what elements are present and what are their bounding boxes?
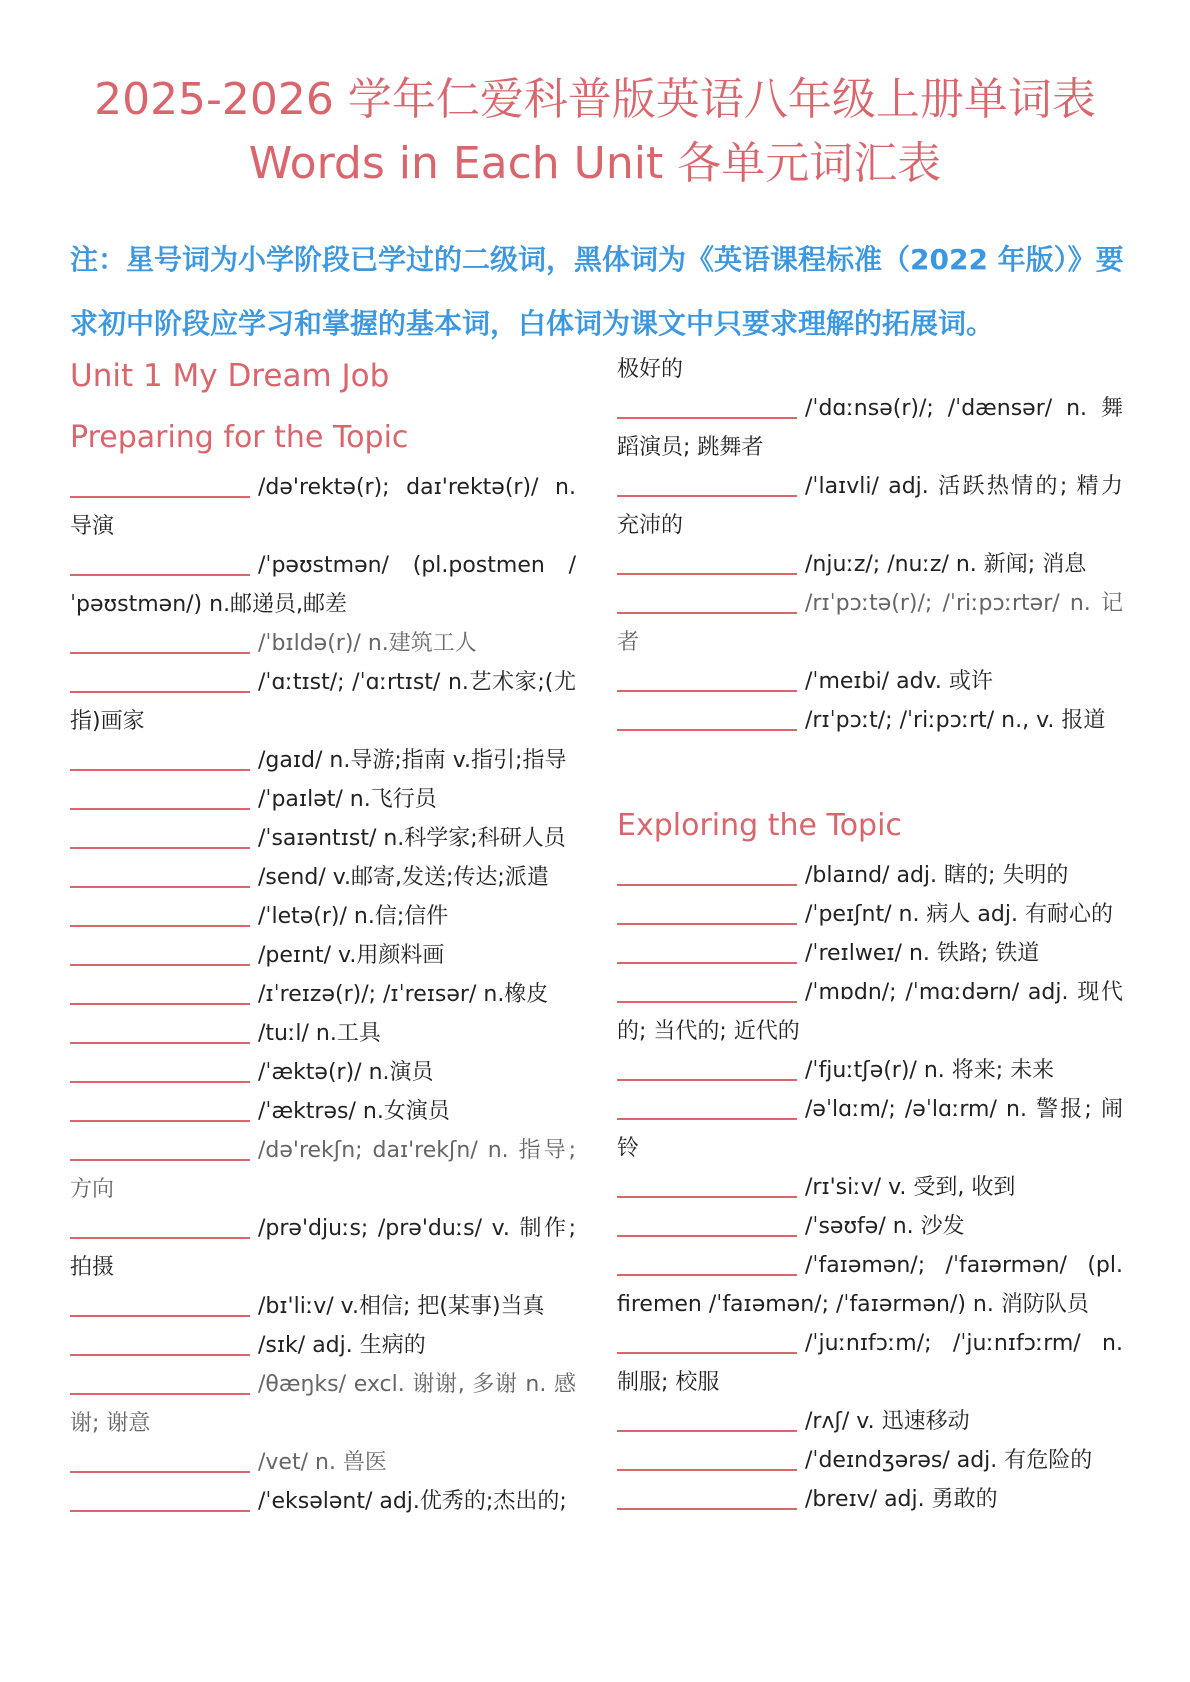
vocab-entry (617, 934, 1123, 973)
vocab-definition: /ɪˈreɪzə(r)/; /ɪˈreɪsər/ n.橡皮 (258, 982, 549, 1007)
vocab-entry (617, 467, 1123, 545)
vocab-definition: /ˈletə(r)/ n.信;信件 (258, 904, 449, 929)
answer-blank[interactable] (617, 664, 797, 692)
vocab-entry (70, 624, 576, 663)
vocab-definition: /də'rekʃn; daɪ'rekʃn/ n. 指导; 方向 (70, 1138, 576, 1202)
vocab-definition: /rɪ'siːv/ v. 受到, 收到 (805, 1175, 1016, 1200)
vocab-entry (70, 897, 576, 936)
answer-blank[interactable] (70, 938, 250, 966)
vocab-entry (617, 973, 1123, 1051)
answer-blank[interactable] (617, 391, 797, 419)
vocab-definition: /ˈjuːnɪfɔːm/; /ˈjuːnɪfɔːrm/ n. 制服; 校服 (617, 1331, 1123, 1395)
answer-blank[interactable] (617, 1326, 797, 1354)
continued-text: 极好的 (617, 357, 684, 382)
vocab-list-preparing (70, 468, 576, 1521)
vocab-entry (70, 1014, 576, 1053)
vocab-entry (70, 1287, 576, 1326)
answer-blank[interactable] (70, 1055, 250, 1083)
right-column (617, 350, 1123, 1519)
vocab-definition: /rɪˈpɔːt/; /ˈriːpɔːrt/ n., v. 报道 (805, 708, 1106, 733)
vocab-definition: /ˈreɪlweɪ/ n. 铁路; 铁道 (805, 941, 1040, 966)
note-text: 注：星号词为小学阶段已学过的二级词，黑体词为《英语课程标准（2022 年版）》要求初中阶段应学习和掌握的基本词，白体词为课文中只要求理解的拓展词。 (70, 243, 1124, 340)
vocab-entry (617, 1246, 1123, 1324)
section-exploring-heading: Exploring the Topic (617, 808, 902, 843)
vocab-definition: /send/ v.邮寄,发送;传达;派遣 (258, 865, 549, 890)
answer-blank[interactable] (70, 1445, 250, 1473)
answer-blank[interactable] (70, 1289, 250, 1317)
answer-blank[interactable] (617, 547, 797, 575)
vocab-definition: /ˈmeɪbi/ adv. 或许 (805, 669, 993, 694)
vocab-list-exploring (617, 856, 1123, 1519)
vocab-definition: /ˈsaɪəntɪst/ n.科学家;科研人员 (258, 826, 566, 851)
vocab-entry (617, 1051, 1123, 1090)
answer-blank[interactable] (617, 1248, 797, 1276)
answer-blank[interactable] (617, 1443, 797, 1471)
vocab-entry (617, 1207, 1123, 1246)
vocab-entry (617, 389, 1123, 467)
vocab-definition: /breɪv/ adj. 勇敢的 (805, 1487, 998, 1512)
vocab-definition: /ˈdeɪndʒərəs/ adj. 有危险的 (805, 1448, 1093, 1473)
answer-blank[interactable] (70, 899, 250, 927)
answer-blank[interactable] (70, 1484, 250, 1512)
answer-blank[interactable] (617, 1053, 797, 1081)
vocab-definition: /ˈpaɪlət/ n.飞行员 (258, 787, 437, 812)
vocab-entry (70, 780, 576, 819)
vocab-definition: /ˈsəʊfə/ n. 沙发 (805, 1214, 965, 1239)
vocab-definition: /ˈfjuːtʃə(r)/ n. 将来; 未来 (805, 1058, 1055, 1083)
vocab-entry (70, 468, 576, 546)
section-preparing-heading: Preparing for the Topic (70, 420, 409, 455)
vocab-entry (617, 701, 1123, 740)
answer-blank[interactable] (617, 936, 797, 964)
vocab-entry (70, 1131, 576, 1209)
vocab-definition: /də'rektə(r); daɪ'rektə(r)/ n.导演 (70, 475, 576, 539)
answer-blank[interactable] (70, 1094, 250, 1122)
vocab-entry (70, 1443, 576, 1482)
answer-blank[interactable] (70, 977, 250, 1005)
answer-blank[interactable] (617, 1209, 797, 1237)
vocab-definition: /ˈdɑːnsə(r)/; /ˈdænsər/ n. 舞蹈演员; 跳舞者 (617, 396, 1123, 460)
answer-blank[interactable] (617, 1170, 797, 1198)
answer-blank[interactable] (617, 1482, 797, 1510)
vocab-entry (70, 741, 576, 780)
answer-blank[interactable] (70, 1016, 250, 1044)
vocab-definition: /θæŋks/ excl. 谢谢, 多谢 n. 感谢; 谢意 (70, 1372, 576, 1436)
vocab-definition: /ˈlaɪvli/ adj. 活跃热情的; 精力充沛的 (617, 474, 1123, 538)
vocab-definition: /rʌʃ/ v. 迅速移动 (805, 1409, 970, 1434)
vocab-entry (617, 856, 1123, 895)
vocab-definition: /blaɪnd/ adj. 瞎的; 失明的 (805, 863, 1069, 888)
vocab-definition: /ˈpeɪʃnt/ n. 病人 adj. 有耐心的 (805, 902, 1113, 927)
vocab-entry (70, 1092, 576, 1131)
vocab-definition: /njuːz/; /nuːz/ n. 新闻; 消息 (805, 552, 1087, 577)
vocab-entry (617, 1168, 1123, 1207)
page-subtitle: Words in Each Unit 各单元词汇表 (248, 138, 942, 189)
answer-blank[interactable] (617, 1092, 797, 1120)
page-title: 2025-2026 学年仁爱科普版英语八年级上册单词表 (94, 74, 1096, 125)
vocab-definition: /ˈfaɪəmən/; /ˈfaɪərmən/ (pl. firemen /ˈfaɪəmən/; /ˈfaɪərmən/) n. 消防队员 (617, 1253, 1123, 1317)
answer-blank[interactable] (617, 586, 797, 614)
vocab-entry (70, 1053, 576, 1092)
vocab-entry (617, 1324, 1123, 1402)
vocab-definition: /ˈpəʊstmən/ (pl.postmen /ˈpəʊstmən/) n.邮递员,邮差 (70, 553, 576, 617)
left-column (70, 356, 576, 1521)
vocab-entry (617, 1441, 1123, 1480)
vocab-definition: /ˈæktə(r)/ n.演员 (258, 1060, 434, 1085)
answer-blank[interactable] (70, 1211, 250, 1239)
vocab-entry (617, 584, 1123, 662)
vocab-definition: /ˈɑːtɪst/; /ˈɑːrtɪst/ n.艺术家;(尤指)画家 (70, 670, 576, 734)
vocab-entry (617, 545, 1123, 584)
answer-blank[interactable] (70, 782, 250, 810)
vocab-entry (617, 895, 1123, 934)
answer-blank[interactable] (70, 626, 250, 654)
answer-blank[interactable] (70, 470, 250, 498)
vocab-entry (70, 936, 576, 975)
answer-blank[interactable] (617, 703, 797, 731)
answer-blank[interactable] (70, 1367, 250, 1395)
vocab-entry (70, 663, 576, 741)
answer-blank[interactable] (617, 897, 797, 925)
vocab-entry (70, 858, 576, 897)
vocab-entry (70, 975, 576, 1014)
vocab-entry (70, 1326, 576, 1365)
vocab-entry (617, 1402, 1123, 1441)
answer-blank[interactable] (617, 469, 797, 497)
vocab-entry (70, 1365, 576, 1443)
vocab-entry (70, 1209, 576, 1287)
vocab-entry (70, 819, 576, 858)
vocab-entry (70, 1482, 576, 1521)
vocab-entry (617, 1480, 1123, 1519)
vocab-entry (617, 1090, 1123, 1168)
answer-blank[interactable] (617, 975, 797, 1003)
vocab-definition: /ˈbɪldə(r)/ n.建筑工人 (258, 631, 477, 656)
vocab-definition: /bɪ'liːv/ v.相信; 把(某事)当真 (258, 1294, 545, 1319)
vocab-definition: /peɪnt/ v.用颜料画 (258, 943, 445, 968)
answer-blank[interactable] (70, 1328, 250, 1356)
answer-blank[interactable] (70, 821, 250, 849)
vocab-definition: /rɪˈpɔːtə(r)/; /ˈriːpɔːrtər/ n. 记者 (617, 591, 1123, 655)
answer-blank[interactable] (617, 858, 797, 886)
vocab-definition: /vet/ n. 兽医 (258, 1450, 387, 1475)
vocab-definition: /prə'djuːs; /prə'duːs/ v. 制作; 拍摄 (70, 1216, 576, 1280)
answer-blank[interactable] (70, 665, 250, 693)
vocab-definition: /əˈlɑːm/; /əˈlɑːrm/ n. 警报; 闹铃 (617, 1097, 1123, 1161)
vocab-definition: /ˈeksələnt/ adj.优秀的;杰出的; (258, 1489, 567, 1514)
vocab-entry (70, 546, 576, 624)
answer-blank[interactable] (70, 743, 250, 771)
vocab-entry (617, 662, 1123, 701)
answer-blank[interactable] (70, 548, 250, 576)
answer-blank[interactable] (70, 1133, 250, 1161)
vocab-definition: /tuːl/ n.工具 (258, 1021, 381, 1046)
unit-title: Unit 1 My Dream Job (70, 358, 390, 394)
answer-blank[interactable] (70, 860, 250, 888)
vocab-list-preparing-cont (617, 389, 1123, 740)
vocab-definition: /ˈmɒdn/; /ˈmɑːdərn/ adj. 现代的; 当代的; 近代的 (617, 980, 1123, 1044)
vocab-definition: /gaɪd/ n.导游;指南 v.指引;指导 (258, 748, 567, 773)
vocab-definition: /ˈæktrəs/ n.女演员 (258, 1099, 450, 1124)
answer-blank[interactable] (617, 1404, 797, 1432)
vocab-definition: /sɪk/ adj. 生病的 (258, 1333, 426, 1358)
